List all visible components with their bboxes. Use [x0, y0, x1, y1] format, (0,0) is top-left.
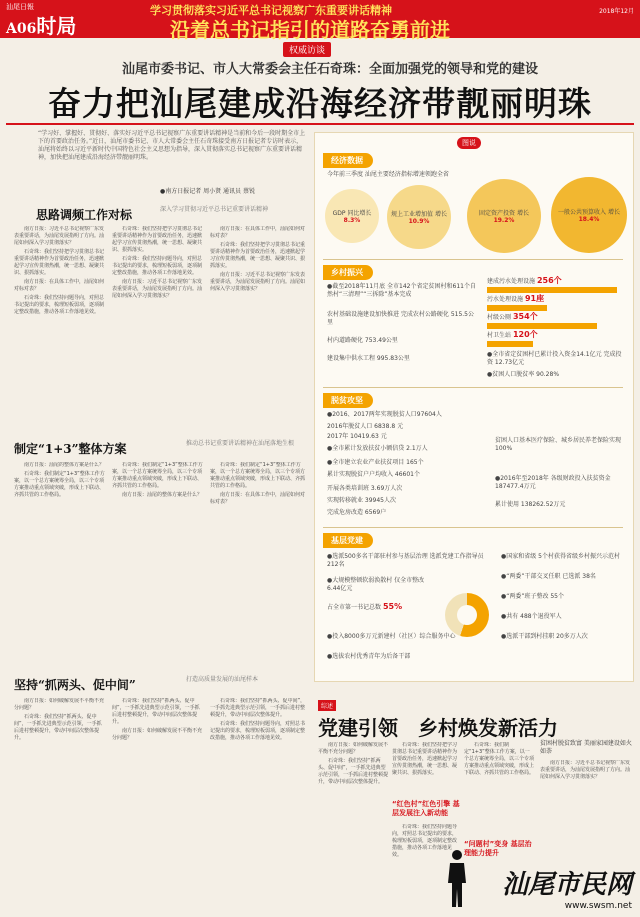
side-box: 贫困村脱贫致富 美丽家园建设如火如荼 [540, 740, 632, 755]
panel-title-rural: 乡村振兴 [323, 265, 373, 280]
banner-title: 沿着总书记指引的道路奋勇前进 [170, 18, 450, 42]
bottom-column-5 [540, 760, 632, 860]
body-column-4 [14, 462, 106, 667]
party-side: ●“两委”干部交叉任职 已选派 38名 [501, 573, 596, 580]
body-paragraph: 南方日报：如何破解发展不平衡不充分问题？ [112, 728, 203, 741]
body-paragraph: 石奇珠：我们坚持把学习贯彻总书记重要讲话精神作为首要政治任务，迅速掀起学习宣传贯彻热潮，统一思想、凝聚共识、狠抓落实。 [14, 249, 105, 276]
dateline: 2018年12月 [599, 8, 634, 15]
donut-chart [445, 593, 489, 637]
poverty-item: ●全市建立农业产业扶贫项目 165个 [327, 459, 424, 466]
body-paragraph: 石奇珠：我们坚持“抓两头、促中间”，一手抓先进典型示范引领，一手抓后进村整顿提升，带动中间层次整体提升。 [112, 698, 200, 725]
rural-item: 建设集中供水工程 995.83公里 [327, 355, 410, 362]
poverty-item: ●全市累计发放扶贫小额信贷 2.1万人 [327, 445, 428, 452]
infographic-tag: 图说 [457, 137, 481, 149]
rural-bar-label: 污水处理设施 91座 [487, 294, 545, 303]
panel-title-economy: 经济数据 [323, 153, 373, 168]
poverty-side: 贫困人口基本医疗保险、城乡居民养老保险实现100% [495, 437, 622, 452]
watermark-title: 汕尾市民网 [501, 870, 632, 900]
poverty-item: 开展各类培训班 3.69万人次 [327, 485, 403, 492]
page-header-bar [0, 0, 640, 42]
stat-label: 固定资产投资 增长 [479, 210, 529, 217]
section-title-2: 制定“1+3”整体方案 [14, 442, 127, 456]
rural-bar [487, 341, 533, 347]
section-title-3: 坚持“抓两头、促中间” [14, 678, 136, 692]
body-paragraph: 南方日报：在具体工作中，汕尾如何对标对表？ [14, 279, 105, 292]
rural-item: 农村基础设施建设加快推进 完成农村公路硬化 515.5公里 [327, 311, 474, 326]
rural-bar-label: 建成污水处理设施 256个 [487, 276, 562, 285]
rural-bar-label: 村级公厕 354个 [487, 312, 538, 321]
body-column-2 [112, 226, 204, 436]
pull-quote: “红色村”红色引擎 基层发展注入新动能 [392, 800, 460, 817]
body-paragraph: 石奇珠：我们坚持问题导向，对照总书记提出的要求，梳理短板弱项，逐项制定整改措施，推动各项工作落地见效。 [112, 256, 203, 276]
poverty-item: 累计实现脱贫户户均收入 46601个 [327, 471, 420, 478]
poverty-item: 完成危房改造 6569户 [327, 509, 387, 516]
rural-extra: ●全市省定贫困村已累计投入资金14.1亿元 完成投资 12.73亿元 [487, 351, 622, 366]
section-note-2: 推动总书记重要讲话精神在汕尾落地生根 [186, 440, 295, 447]
poverty-side: ●2016年至2018年 各级财政投入扶贫资金 187477.4万元 [495, 475, 611, 490]
stat-label: 规上工业增加值 增长 [391, 211, 447, 218]
article-kicker: 权威访谈 [283, 42, 331, 57]
watermark-url: www.swsm.net [564, 901, 632, 911]
rural-bar [487, 287, 617, 293]
body-paragraph: 石奇珠：我们坚持“抓两头、促中间”，一手抓先进典型示范引领，一手抓后进村整顿提升，带动中间层次整体提升。 [318, 758, 388, 785]
body-paragraph: 南方日报：习近平总书记视察广东发表重要讲话，为汕尾发展指明了方向。汕尾如何深入学习贯彻落实？ [210, 272, 306, 292]
divider [323, 387, 623, 388]
stat-value: 19.2% [493, 217, 515, 224]
body-paragraph: 石奇珠：我们坚持问题导向，对照总书记提出的要求，梳理短板弱项，逐项制定整改措施，推动各项工作落地见效。 [14, 295, 105, 315]
body-paragraph: 石奇珠：我们制定“1+3”整体工作方案，以一个总方案统筹全局，以三个专项方案推动重点领域突破，形成上下联动、齐抓共管的工作格局。 [464, 742, 534, 776]
body-column-1 [14, 226, 106, 436]
rural-item: 村内道路硬化 753.49公里 [327, 337, 398, 344]
body-column-7 [14, 698, 106, 910]
panel-title-poverty: 脱贫攻坚 [323, 393, 373, 408]
section-note-3: 打造高质量发展的汕尾样本 [186, 676, 259, 683]
stat-value: 10.9% [408, 218, 430, 225]
poverty-item: 2016年脱贫人口 6838.8 元 [327, 423, 404, 430]
body-paragraph: 南方日报：习近平总书记视察广东发表重要讲话，为汕尾发展指明了方向。汕尾如何深入学习贯彻落实？ [112, 279, 203, 299]
party-side: ●选派干部到村挂职 20多万人次 [501, 633, 588, 640]
party-item: ●选派500多名干部驻村参与基层治理 选派党建工作指导员212名 [327, 553, 484, 568]
party-item: ●选拔农村优秀青年为后备干部 [327, 653, 411, 660]
rural-extra: ●贫困人口脱贫率 90.28% [487, 371, 560, 378]
rural-item: ●截至2018年11月底 全市142个省定贫困村和611个自然村“三清理”“三拆除”基本完成 [327, 283, 476, 298]
section-label [6, 10, 76, 39]
poverty-side: 累计使用 138262.52万元 [495, 501, 566, 508]
body-column-8 [112, 698, 204, 910]
stat-label: 一般公共预算收入 增长 [558, 209, 620, 216]
poverty-item: 实现转移就业 39945人次 [327, 497, 396, 504]
article-lead: “学习好、掌握好、贯彻好、落实好习近平总书记视察广东重要讲话精神是当前和今后一段时期全市上下的首要政治任务。”近日，汕尾市委书记、市人大常委会主任石奇珠接受南方日报记者专访时表示，汕尾将始终以习近平新时代中国特色社会主义思想为指导，深入贯彻落实总书记视察广东重要讲话精神，加快把汕尾建成沿海经济带靓丽明珠。 [38, 130, 306, 161]
section-note-1: 深入学习贯彻习近平总书记重要讲话精神 [160, 206, 269, 213]
body-paragraph: 石奇珠：我们坚持把学习贯彻总书记重要讲话精神作为首要政治任务，迅速掀起学习宣传贯彻热潮，统一思想、凝聚共识、狠抓落实。 [112, 226, 203, 253]
body-paragraph: 南方日报：在具体工作中，汕尾如何对标对表？ [210, 226, 306, 239]
poverty-item: 2017年 10419.63 元 [327, 433, 387, 440]
poverty-item: ●2016、2017两年实现脱贫人口97604人 [327, 411, 442, 418]
article-byline: ●南方日报记者 周小贤 通讯员 蔡锐 [160, 188, 255, 195]
body-paragraph: 石奇珠：我们坚持把学习贯彻总书记重要讲话精神作为首要政治任务，迅速掀起学习宣传贯彻热潮，统一思想、凝聚共识、狠抓落实。 [392, 742, 458, 776]
body-paragraph: 石奇珠：我们坚持“抓两头、促中间”，一手抓先进典型示范引领，一手抓后进村整顿提升，带动中间层次整体提升。 [14, 714, 102, 741]
article-subhead: 汕尾市委书记、市人大常委会主任石奇珠：全面加强党的领导和党的建设 [121, 62, 538, 77]
party-item: ●投入8000多万元新建村（社区）综合服务中心 [327, 633, 456, 640]
economy-intro: 今年前三季度 汕尾主要经济指标增速领跑全省 [327, 171, 449, 178]
body-paragraph: 南方日报：习近平总书记视察广东发表重要讲话，为汕尾发展指明了方向。汕尾如何深入学习贯彻落实？ [540, 760, 631, 780]
pull-quote: “问题村”变身 基层治理能力提升 [464, 840, 532, 857]
body-paragraph: 南方日报：如何破解发展不平衡不充分问题？ [14, 698, 105, 711]
party-item: ●大规模整顿软弱涣散村 仅全市整改 6.44亿元 [327, 577, 425, 592]
infographic [314, 132, 634, 682]
body-column-5 [112, 462, 204, 667]
bottom-column-2 [392, 742, 460, 798]
watermark [502, 864, 632, 911]
stat-circle-gdp [325, 189, 379, 243]
body-paragraph: 石奇珠：我们坚持把学习贯彻总书记重要讲话精神作为首要政治任务，迅速掀起学习宣传贯彻热潮，统一思想、凝聚共识、狠抓落实。 [210, 242, 306, 269]
bottom-tag: 综述 [318, 700, 336, 711]
stat-value: 18.4% [578, 216, 600, 223]
stat-circle-investment [467, 179, 541, 253]
rural-bar-label: 村卫生站 120个 [487, 330, 538, 339]
body-paragraph: 南方日报：汕尾的整体方案是什么？ [24, 462, 105, 468]
body-column-6 [210, 462, 306, 667]
stat-value: 8.3% [343, 217, 361, 224]
body-paragraph: 石奇珠：我们制定“1+3”整体工作方案，以一个总方案统筹全局，以三个专项方案推动重点领域突破，形成上下联动、齐抓共管的工作格局。 [112, 462, 203, 489]
body-column-9 [210, 698, 306, 910]
body-paragraph: 南方日报：汕尾的整体方案是什么？ [122, 492, 203, 498]
page-number: A06 [6, 21, 37, 37]
bottom-column-4 [464, 742, 534, 832]
body-paragraph: 南方日报：如何破解发展不平衡不充分问题？ [318, 742, 388, 755]
body-column-3 [210, 226, 306, 436]
donut-label: 占全市第一书记总数 55% [327, 602, 403, 611]
party-side: ●共有 488个退役军人 [501, 613, 562, 620]
body-paragraph: 石奇珠：我们坚持问题导向，对照总书记提出的要求，梳理短板弱项，逐项制定整改措施，推动各项工作落地见效。 [392, 824, 458, 858]
divider [6, 123, 634, 125]
person-silhouette-icon [444, 849, 470, 909]
stat-circle-industry [387, 185, 451, 249]
divider [323, 527, 623, 528]
masthead: 汕尾日報 [6, 3, 34, 11]
panel-title-party: 基层党建 [323, 533, 373, 548]
body-paragraph: 石奇珠：我们坚持问题导向，对照总书记提出的要求，梳理短板弱项，逐项制定整改措施，推动各项工作落地见效。 [210, 721, 306, 741]
section-title-1: 思路调频工作对标 [36, 208, 133, 222]
stat-circle-revenue [551, 177, 627, 253]
section-name: 时局 [36, 14, 77, 38]
bottom-headline: 党建引领 乡村焕发新活力 [318, 716, 558, 740]
rural-bar [487, 305, 547, 311]
body-paragraph: 石奇珠：我们制定“1+3”整体工作方案，以一个总方案统筹全局，以三个专项方案推动重点领域突破，形成上下联动、齐抓共管的工作格局。 [14, 471, 105, 498]
body-paragraph: 石奇珠：我们坚持“抓两头、促中间”，一手抓先进典型示范引领，一手抓后进村整顿提升，带动中间层次整体提升。 [210, 698, 306, 718]
divider [323, 259, 623, 260]
body-paragraph: 南方日报：习近平总书记视察广东发表重要讲话，为汕尾发展指明了方向。汕尾如何深入学习贯彻落实？ [14, 226, 105, 246]
body-paragraph: 石奇珠：我们制定“1+3”整体工作方案，以一个总方案统筹全局，以三个专项方案推动重点领域突破，形成上下联动、齐抓共管的工作格局。 [210, 462, 306, 489]
body-paragraph: 南方日报：在具体工作中，汕尾如何对标对表？ [210, 492, 306, 505]
party-side: ●国家和省级 5个村获得省级乡村振兴示范村 [501, 553, 620, 560]
rural-bar [487, 323, 597, 329]
bottom-column-1 [318, 742, 388, 912]
banner-subtitle: 学习贯彻落实习近平总书记视察广东重要讲话精神 [150, 4, 392, 17]
party-side: ●“两委”班子整改 55个 [501, 593, 564, 600]
article-headline: 奋力把汕尾建成沿海经济带靓丽明珠 [48, 84, 592, 123]
stat-label: GDP 同比增长 [332, 210, 372, 217]
